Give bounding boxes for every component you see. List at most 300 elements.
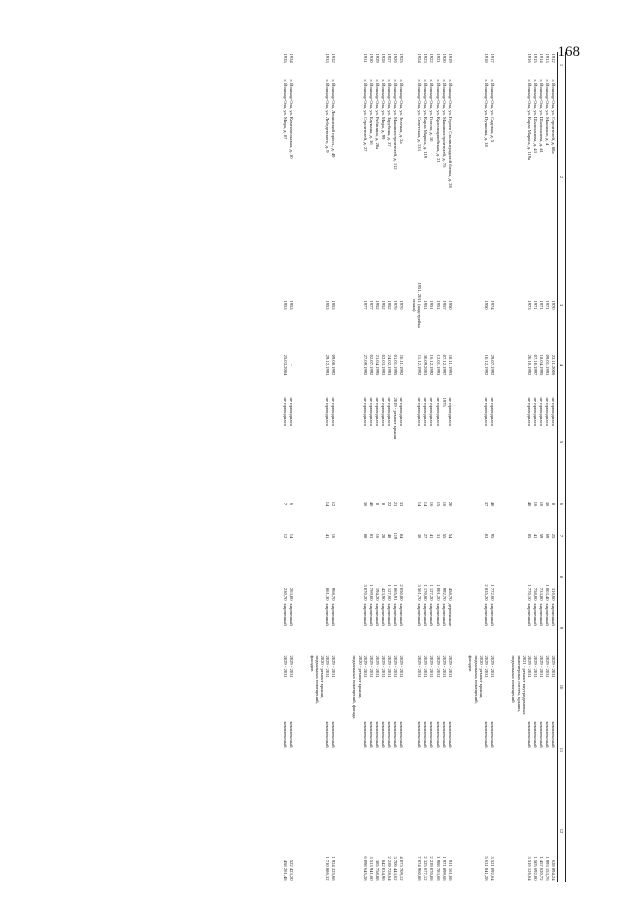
cell-last-repair: не проводился <box>381 397 387 426</box>
cell-repair-period: 2029 - 2031 <box>288 655 294 678</box>
cell-residents: 55 <box>441 533 447 539</box>
cell-privatization-date: 21.04.1995 <box>374 354 380 376</box>
cell-address: г. Йошкар-Ола, ул. Мира, д. 99 <box>381 79 387 140</box>
table-row <box>374 52 380 882</box>
cell-wall-material: кирпичный <box>288 603 294 626</box>
column-header: 7 <box>557 520 565 552</box>
cell-address: г. Йошкар-Ола, ул. Советская, д. 133 <box>417 79 423 151</box>
cell-year-built: 1974 <box>490 300 496 310</box>
cell-wall-material: кирпичный <box>533 603 539 626</box>
cell-year-built: 1952 <box>374 300 380 310</box>
cell-area: 2 050,80 <box>399 584 405 601</box>
cell-year-built: 1971 <box>539 300 545 310</box>
cell-privatization-date: 01.01.1995 <box>393 354 399 376</box>
cell-area: 263,00 <box>288 587 294 601</box>
cell-area: 1 127,60 <box>387 584 393 601</box>
cell-apartments: 12 <box>331 501 337 507</box>
cell-repair-cost: 1 710 886,32 <box>325 856 331 881</box>
cell-privatization-date: 30.09.2003 <box>423 354 429 376</box>
cell-row-number: 1931 <box>362 53 368 63</box>
cell-last-repair: не проводился <box>387 397 393 426</box>
cell-year-built: 1976 <box>399 300 405 310</box>
rotated-table-sheet <box>96 52 566 882</box>
table-row <box>282 52 288 882</box>
cell-residents: 83 <box>484 533 490 539</box>
cell-year-built: 1953 <box>325 300 331 310</box>
cell-residents: 31 <box>435 533 441 539</box>
table-row <box>511 52 533 882</box>
cell-repair-cost: 628 894,24 <box>551 859 557 881</box>
cell-row-number: 1916 <box>527 53 533 63</box>
cell-repair-cost: 3 516 126,64 <box>527 856 533 881</box>
cell-wall-material: кирпичный <box>417 603 423 626</box>
housing-repair-table <box>282 52 566 882</box>
cell-row-number: 1923 <box>423 53 429 63</box>
cell-residents: 14 <box>288 533 294 539</box>
cell-address: г. Йошкар-Ола, ул. Пушкина, д. 18 <box>484 79 490 147</box>
cell-last-repair: не проводился <box>429 397 435 426</box>
cell-repair-period: 2029 - 2031 <box>387 655 393 678</box>
cell-row-number: 1918 <box>484 53 490 63</box>
cell-address: г. Йошкар-Ола, ул. Зарубина, д. 37 <box>387 79 393 147</box>
cell-repair-cost: 3 706 443,62 <box>393 856 399 881</box>
cell-area: 1 772,60 <box>490 584 496 601</box>
table-row <box>399 52 405 882</box>
cell-last-repair: не проводился <box>368 397 374 426</box>
cell-privatization-date: 24.02.1993 <box>387 354 393 376</box>
cell-repair-period: 2029 - 2031 <box>381 655 387 678</box>
cell-residents: 54 <box>447 533 453 539</box>
cell-row-number: 1935 <box>282 53 288 63</box>
cell-apartments: 15 <box>435 501 441 507</box>
column-header: 9 <box>557 602 565 654</box>
cell-repair-period: 2029 - 2031 <box>539 655 545 678</box>
cell-last-repair: не проводился <box>551 397 557 426</box>
cell-area: 861,30 <box>325 587 331 601</box>
cell-address: г. Йошкар-Ола, ул. Гоголя, д. 10 <box>429 79 435 142</box>
spacer-cell <box>337 52 352 882</box>
cell-repair-period: 2029 - 2031 <box>545 655 551 678</box>
cell-year-built: 1957 <box>441 300 447 310</box>
cell-privatization-date: 29.12.1993 <box>325 354 331 376</box>
column-header: 1 <box>557 52 565 78</box>
cell-repair-type: комплексный <box>490 721 496 748</box>
cell-repair-cost: 3 513 941,60 <box>368 856 374 881</box>
cell-year-built: 1951 <box>435 300 441 310</box>
cell-last-repair: не проводился <box>539 397 545 426</box>
cell-apartments: 40 <box>527 501 533 507</box>
cell-last-repair: не проводился <box>331 397 337 426</box>
cell-last-repair: не проводился <box>545 397 551 426</box>
cell-address: г. Йошкар-Ола, ул. Мира, д. 87 <box>282 79 288 140</box>
cell-apartments: 23 <box>393 501 399 507</box>
cell-repair-cost: 385 758,88 <box>374 859 380 881</box>
spacer-cell <box>453 52 468 882</box>
cell-wall-material: кирпичный <box>441 603 447 626</box>
cell-area: 3 561,70 <box>417 584 423 601</box>
cell-year-built: 1951 <box>423 300 429 310</box>
cell-repair-type: комплексный <box>393 721 399 748</box>
cell-row-number: 1912 <box>551 53 557 63</box>
cell-area: 316,60 <box>551 587 557 601</box>
cell-area: 733,80 <box>539 587 545 601</box>
cell-wall-material: кирпичный <box>331 603 337 626</box>
cell-repair-type: комплексный <box>551 721 557 748</box>
cell-residents: 27 <box>423 533 429 539</box>
cell-residents: 16 <box>331 533 337 539</box>
cell-last-repair: не проводился <box>374 397 380 426</box>
cell-privatization-date: 18.04.1995 <box>539 354 545 376</box>
cell-residents: 88 <box>362 533 368 539</box>
cell-area: 992,70 <box>441 587 447 601</box>
cell-residents: 41 <box>533 533 539 539</box>
column-header: 2 <box>557 78 565 276</box>
cell-repair-cost: 911 161,68 <box>447 859 453 881</box>
cell-year-built: 1952 <box>381 300 387 310</box>
cell-area: 1 127,20 <box>429 584 435 601</box>
cell-year-built: 1971 <box>545 300 551 310</box>
cell-row-number: 1921 <box>435 53 441 63</box>
table-row <box>490 52 496 882</box>
cell-repair-period: 2029 - 2031 <box>551 655 557 678</box>
cell-repair-cost: 2 239 728,64 <box>387 856 393 881</box>
cell-area: 758,00 <box>533 587 539 601</box>
cell-apartments: 40 <box>368 501 374 507</box>
cell-last-repair: не проводился <box>362 397 368 426</box>
cell-repair-cost: 1 505 692,00 <box>533 856 539 881</box>
cell-apartments: 8 <box>381 502 387 506</box>
cell-area: 1 770,10 <box>527 584 533 601</box>
page-number: 168 <box>557 44 580 60</box>
table-row <box>368 52 374 882</box>
cell-wall-material: кирпичный <box>368 603 374 626</box>
cell-last-repair: не проводился <box>423 397 429 426</box>
cell-address: г. Йошкар-Ола, ул. Строителей, д. 27 <box>362 79 368 152</box>
cell-repair-type: комплексный <box>417 721 423 748</box>
cell-repair-cost: 1 988 783,68 <box>435 856 441 881</box>
cell-address: г. Йошкар-Ола, ул. Машиностроителей, д. 112 <box>393 79 399 170</box>
cell-wall-material: кирпичный <box>399 603 405 626</box>
cell-address: г. Йошкар-Ола, ул. Рябинина, д. 28а <box>374 79 380 150</box>
cell-address: г. Йошкар-Ола, ул. Комсомольская, д. 10 <box>288 79 294 159</box>
cell-repair-cost: 3 521 092,64 <box>490 856 496 881</box>
cell-repair-cost: 4 073 709,12 <box>399 856 405 881</box>
cell-apartments: 16 <box>533 501 539 507</box>
column-header: 6 <box>557 488 565 520</box>
cell-repair-period: 2029 - 2031 2020 - ремонт крыши, подвальных помещений, фасада <box>352 655 368 719</box>
cell-year-built: 1973 <box>527 300 533 310</box>
cell-row-number: 1930 <box>368 53 374 63</box>
cell-row-number: 1925 <box>399 53 405 63</box>
cell-repair-cost: 458 261,48 <box>282 859 288 881</box>
cell-area: 2 835,20 <box>484 584 490 601</box>
cell-last-repair: не проводился <box>527 397 533 426</box>
cell-repair-period: 2029 - 2031 <box>423 655 429 678</box>
column-number-row <box>557 52 565 882</box>
cell-address: г. Йошкар-Ола, ул. Карла Маркса, д. 119а <box>527 79 533 161</box>
cell-residents: 41 <box>325 533 331 539</box>
cell-row-number: 1920 <box>441 53 447 63</box>
cell-repair-cost: 6 098 645,28 <box>362 856 368 881</box>
spacer-cell <box>405 52 412 882</box>
cell-area: 1 001,20 <box>435 584 441 601</box>
cell-apartments: 20 <box>447 501 453 507</box>
cell-apartments: 8 <box>374 502 380 506</box>
cell-privatization-date: 16.12.1992 <box>429 354 435 376</box>
cell-area: 3 070,20 <box>362 584 368 601</box>
cell-row-number: 1928 <box>381 53 387 63</box>
cell-repair-type: комплексный <box>539 721 545 748</box>
cell-wall-material: кирпичный <box>539 603 545 626</box>
cell-repair-type: комплексный <box>447 721 453 748</box>
cell-address: г. Йошкар-Ола, ул. Карла Маркса, д. 119 <box>423 79 429 159</box>
cell-year-built: 1951, 2011 (надстройка этажа) <box>412 282 423 328</box>
cell-repair-type: комплексный <box>429 721 435 748</box>
column-header: 4 <box>557 334 565 396</box>
cell-repair-period: 2029 - 2031 2020 - ремонт крыши, подвальных помещений, фасадов <box>468 655 490 704</box>
cell-wall-material: кирпичный <box>435 603 441 626</box>
cell-privatization-date: 10.12.1992 <box>484 354 490 376</box>
cell-repair-type: комплексный <box>282 721 288 748</box>
cell-repair-cost: 842 034,96 <box>381 859 387 881</box>
cell-year-built: 1976 <box>393 300 399 310</box>
cell-row-number: 1932 <box>331 53 337 63</box>
cell-address: г. Йошкар-Ола, ул. Баумана, д. 36 <box>368 79 374 145</box>
cell-year-built: 1953 <box>331 300 337 310</box>
cell-year-built: 1977 <box>362 300 368 310</box>
cell-apartments: 6 <box>288 502 294 506</box>
group-spacer <box>405 52 412 882</box>
table-row <box>411 52 422 882</box>
cell-wall-material: деревянные <box>447 603 453 627</box>
cell-residents: 25 <box>551 533 557 539</box>
cell-area: 1 769,00 <box>368 584 374 601</box>
cell-wall-material: кирпичный <box>325 603 331 626</box>
cell-repair-type: комплексный <box>325 721 331 748</box>
cell-address: г. Йошкар-Ола, Ленинский просп., д. 49 <box>331 79 337 158</box>
cell-residents: 59 <box>539 533 545 539</box>
cell-residents: 16 <box>374 533 380 539</box>
cell-apartments: 36 <box>545 501 551 507</box>
table-row <box>447 52 453 882</box>
cell-year-built: 1953 <box>288 300 294 310</box>
cell-privatization-date: 20.10.1992 <box>527 354 533 376</box>
cell-row-number: 1917 <box>490 53 496 63</box>
cell-privatization-date: 18.11.1993 <box>447 354 453 376</box>
table-row <box>532 52 538 882</box>
spacer-cell <box>294 52 309 882</box>
cell-address: г. Йошкар-Ола, ул. Лебедевского, д. 9 <box>325 79 331 153</box>
cell-year-built: 1950 <box>484 300 490 310</box>
cell-repair-type: комплексный <box>331 721 337 748</box>
cell-repair-period: 2029 - 2031 <box>282 655 288 678</box>
cell-privatization-date: 12.01.1993 <box>435 354 441 376</box>
spacer-cell <box>496 52 511 882</box>
cell-apartments: 22 <box>387 501 393 507</box>
cell-last-repair: не проводился <box>417 397 423 426</box>
cell-row-number: 1926 <box>393 53 399 63</box>
cell-repair-type: комплексный <box>362 721 368 748</box>
column-header: 5 <box>557 396 565 488</box>
cell-wall-material: кирпичный <box>551 603 557 626</box>
cell-residents: 84 <box>399 533 405 539</box>
cell-address: г. Йошкар-Ола, ул. Садовая, д. 5 <box>490 79 496 143</box>
cell-privatization-date: 02.03.1993 <box>381 354 387 376</box>
cell-wall-material: кирпичный <box>282 603 288 626</box>
cell-repair-period: 2029 - 2031 2020 - ремонт крыши, подвальных помещений, фасадов <box>309 655 331 704</box>
cell-residents: 95 <box>490 533 496 539</box>
cell-apartments: 40 <box>490 501 496 507</box>
cell-residents: 28 <box>381 533 387 539</box>
cell-repair-period: 2029 - 2031 <box>490 655 496 678</box>
cell-residents: 83 <box>368 533 374 539</box>
cell-repair-period: 2029 - 2031 <box>429 655 435 678</box>
cell-repair-period: 2029 - 2031 <box>331 655 337 678</box>
cell-wall-material: кирпичный <box>545 603 551 626</box>
cell-area: 423,90 <box>381 587 387 601</box>
cell-repair-type: комплексный <box>484 721 490 748</box>
cell-apartments: 33 <box>399 501 405 507</box>
cell-repair-type: комплексный <box>545 721 551 748</box>
cell-apartments: 16 <box>539 501 545 507</box>
cell-repair-cost: 1 924 325,68 <box>331 856 337 881</box>
cell-repair-cost: 5 631 841,28 <box>484 856 490 881</box>
cell-area: 1 003,40 <box>545 584 551 601</box>
cell-apartments: 8 <box>551 502 557 506</box>
cell-repair-period: 2029 - 2031 <box>399 655 405 678</box>
cell-residents: 48 <box>387 533 393 539</box>
cell-repair-type: комплексный <box>423 721 429 748</box>
cell-wall-material: кирпичный <box>484 603 490 626</box>
cell-address: г. Йошкар-Ола, ул. Машиано, д. 4 <box>545 79 551 146</box>
cell-year-built: 1951 <box>429 300 435 310</box>
cell-wall-material: кирпичный <box>381 603 387 626</box>
cell-wall-material: кирпичный <box>387 603 393 626</box>
cell-wall-material: кирпичный <box>362 603 368 626</box>
cell-privatization-date: 23.11.2006 <box>551 354 557 376</box>
cell-apartments: 14 <box>417 501 423 507</box>
table-row <box>435 52 441 882</box>
cell-apartments: 14 <box>325 501 331 507</box>
cell-repair-cost: 1 993 153,76 <box>545 856 551 881</box>
table-row <box>545 52 551 882</box>
cell-row-number: 1913 <box>545 53 551 63</box>
cell-apartments: 16 <box>429 501 435 507</box>
cell-privatization-date: 09.08.1992 <box>331 354 337 376</box>
cell-last-repair: не проводился <box>447 397 453 426</box>
cell-address: г. Йошкар-Ола, ул. Шалоханова, д. 43 <box>533 79 539 153</box>
cell-repair-period: 2029 - 2031 <box>435 655 441 678</box>
cell-address: г. Йошкар-Ола, ул. Зеленая, д. 2а <box>399 79 405 144</box>
table-body <box>282 52 557 882</box>
cell-apartments: 7 <box>282 502 288 506</box>
cell-year-built: 1952 <box>387 300 393 310</box>
cell-row-number: 1934 <box>288 53 294 63</box>
table-row <box>423 52 429 882</box>
cell-address: г. Йошкар-Ола, ул. Героев Сталинградской битвы, д. 28 <box>447 79 453 188</box>
cell-repair-type: комплексный <box>533 721 539 748</box>
table-row <box>429 52 435 882</box>
cell-last-repair: не проводился <box>533 397 539 426</box>
cell-row-number: 1915 <box>533 53 539 63</box>
cell-year-built: 1953 <box>282 300 288 310</box>
column-header: 10 <box>557 654 565 720</box>
cell-privatization-date: 09.01.1993 <box>545 354 551 376</box>
cell-repair-type: комплексный <box>527 721 533 748</box>
cell-repair-type: комплексный <box>387 721 393 748</box>
cell-last-repair: 1975 <box>441 397 447 407</box>
cell-privatization-date: 07.12.1997 <box>441 354 447 376</box>
cell-repair-cost: 2 239 070,08 <box>429 856 435 881</box>
cell-row-number: 1919 <box>447 53 453 63</box>
cell-address: г. Йошкар-Ола, ул. Машиностроителей, д. 75 <box>441 79 447 168</box>
table-row <box>380 52 386 882</box>
cell-repair-type: комплексный <box>288 721 294 748</box>
cell-last-repair: не проводился <box>325 397 331 426</box>
cell-wall-material: кирпичный <box>490 603 496 626</box>
table-row <box>392 52 398 882</box>
cell-privatization-date: - <box>288 364 294 366</box>
cell-area: 1 865,91 <box>393 584 399 601</box>
cell-repair-type: комплексный <box>374 721 380 748</box>
cell-repair-cost: 1 457 620,72 <box>539 856 545 881</box>
group-spacer <box>453 52 468 882</box>
cell-area: 194,20 <box>374 587 380 601</box>
table-row <box>309 52 331 882</box>
cell-privatization-date: 27.09.1992 <box>362 354 368 376</box>
cell-repair-period: 2029 - 2031 2021 - ремонт внутридомовых инженерных систем, крыши, подвальных помещений <box>511 655 533 715</box>
cell-address: г. Йошкар-Ола, ул. Красноармейская, д. 21 <box>435 79 441 163</box>
cell-repair-type: комплексный <box>381 721 387 748</box>
cell-repair-period: 2029 - 2031 <box>393 655 399 678</box>
cell-privatization-date: 07.10.1997 <box>533 354 539 376</box>
column-header: 8 <box>557 552 565 602</box>
cell-year-built: 1977 <box>368 300 374 310</box>
cell-row-number: 1924 <box>417 53 423 63</box>
cell-row-number: 1933 <box>325 53 331 63</box>
column-header: 11 <box>557 720 565 780</box>
cell-residents: 36 <box>417 533 423 539</box>
cell-apartments: 37 <box>484 501 490 507</box>
cell-last-repair: не проводился <box>490 397 496 426</box>
cell-last-repair: не проводился <box>288 397 294 426</box>
cell-area: 1 170,80 <box>423 584 429 601</box>
cell-repair-type: комплексный <box>368 721 374 748</box>
cell-wall-material: кирпичный <box>374 603 380 626</box>
cell-wall-material: кирпичный <box>423 603 429 626</box>
cell-wall-material: кирпичный <box>393 603 399 626</box>
cell-privatization-date: 29.07.1992 <box>490 354 496 376</box>
cell-area: 458,70 <box>447 587 453 601</box>
cell-row-number: 1914 <box>539 53 545 63</box>
cell-last-repair: не проводился <box>435 397 441 426</box>
table-row <box>288 52 294 882</box>
cell-residents: 12 <box>282 533 288 539</box>
cell-privatization-date: 02.07.1992 <box>368 354 374 376</box>
cell-repair-type: комплексный <box>435 721 441 748</box>
cell-residents: 85 <box>527 533 533 539</box>
cell-residents: 41 <box>429 533 435 539</box>
cell-repair-period: 2029 - 2031 <box>441 655 447 678</box>
cell-repair-type: комплексный <box>399 721 405 748</box>
group-spacer <box>337 52 352 882</box>
cell-apartments: 36 <box>362 501 368 507</box>
cell-repair-period: 2029 - 2031 <box>417 655 423 678</box>
cell-repair-cost: 7 074 960,88 <box>417 856 423 881</box>
cell-repair-period: 2029 - 2031 <box>447 655 453 678</box>
cell-privatization-date: 25.03.2004 <box>282 354 288 376</box>
table-row <box>468 52 490 882</box>
